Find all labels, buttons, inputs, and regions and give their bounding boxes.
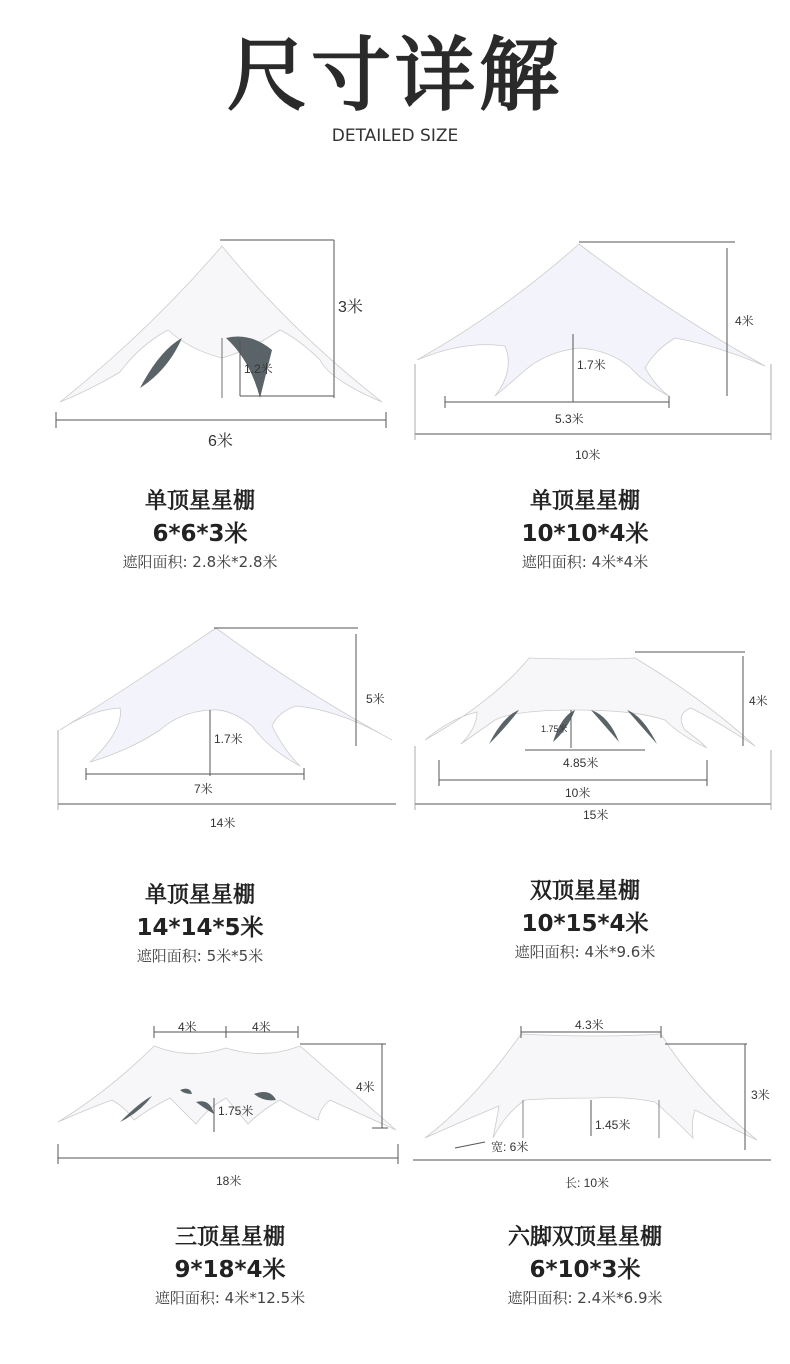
shade-area: 遮阳面积: 2.4米*6.9米 [507, 1289, 663, 1307]
shade-area: 遮阳面积: 2.8米*2.8米 [122, 553, 278, 571]
product-caption-5 [40, 1222, 420, 1310]
shade-area: 遮阳面积: 4米*12.5米 [154, 1289, 306, 1307]
dim-width-label: 10米 [575, 448, 601, 462]
product-name: 单顶星星棚 [529, 489, 640, 514]
product-size: 6*6*3米 [152, 521, 248, 547]
product-name: 双顶星星棚 [529, 879, 640, 904]
dim-center-label: 1.2米 [244, 362, 273, 376]
dim-top-right-label: 4米 [252, 1020, 271, 1034]
dim-mid-label: 10米 [565, 786, 591, 800]
dim-center-label: 1.75米 [218, 1104, 254, 1118]
dim-height-label: 3米 [751, 1088, 770, 1102]
dim-width-label: 6米 [208, 433, 233, 450]
product-size: 9*18*4米 [174, 1257, 286, 1283]
dim-height-label: 4米 [749, 694, 768, 708]
product-size: 10*10*4米 [521, 521, 649, 547]
product-card-4 [395, 600, 790, 990]
product-card-2 [395, 0, 790, 600]
product-card-1 [0, 0, 395, 600]
dim-width-label: 15米 [583, 808, 609, 822]
dim-depth-label: 宽: 6米 [491, 1140, 529, 1154]
page-title: 尺寸详解 [227, 29, 563, 122]
product-name: 六脚双顶星星棚 [507, 1225, 662, 1250]
dim-center-label: 1.7米 [577, 358, 606, 372]
product-caption-6 [395, 1222, 775, 1310]
product-card-3 [0, 600, 395, 990]
dim-inner-label: 7米 [194, 782, 213, 796]
product-card-5 [0, 990, 395, 1364]
product-name: 单顶星星棚 [144, 489, 255, 514]
dim-center-label: 1.45米 [595, 1118, 631, 1132]
product-size: 6*10*3米 [529, 1257, 641, 1283]
dim-height-label: 4米 [735, 314, 754, 328]
product-caption-4 [395, 876, 775, 964]
product-caption-1 [10, 486, 390, 574]
page-subtitle: DETAILED SIZE [331, 126, 459, 146]
dim-top-label: 4.3米 [575, 1018, 604, 1032]
shade-area: 遮阳面积: 5米*5米 [136, 947, 264, 965]
dim-center-label: 1.7米 [214, 732, 243, 746]
product-size: 14*14*5米 [136, 915, 264, 941]
product-name: 单顶星星棚 [144, 883, 255, 908]
dim-width-label: 18米 [216, 1174, 242, 1188]
dim-length-label: 长: 10米 [565, 1176, 610, 1190]
dim-inner-label: 4.85米 [563, 756, 599, 770]
dim-height-label: 5米 [366, 692, 385, 706]
shade-area: 遮阳面积: 4米*9.6米 [514, 943, 656, 961]
dim-height-label: 4米 [356, 1080, 375, 1094]
product-card-6 [395, 990, 790, 1364]
shade-area: 遮阳面积: 4米*4米 [521, 553, 649, 571]
dim-inner-label: 5.3米 [555, 412, 584, 426]
product-size: 10*15*4米 [521, 911, 649, 937]
dim-width-label: 14米 [210, 816, 236, 830]
product-name: 三顶星星棚 [174, 1225, 285, 1250]
product-caption-3 [10, 880, 390, 968]
dim-top-left-label: 4米 [178, 1020, 197, 1034]
dim-center-label: 1.75米 [541, 724, 568, 734]
dim-height-label: 3米 [338, 299, 363, 316]
product-caption-2 [395, 486, 775, 574]
